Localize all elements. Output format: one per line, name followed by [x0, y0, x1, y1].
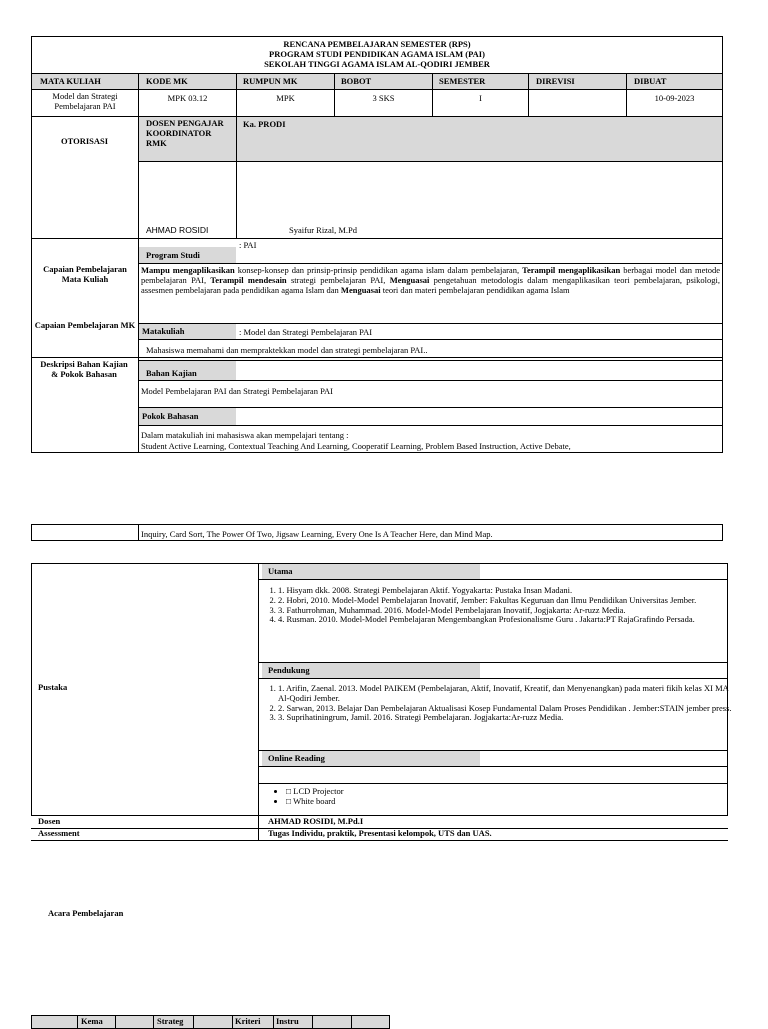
- matakuliah-value: : Model dan Strategi Pembelajaran PAI: [239, 327, 373, 337]
- bahan-kajian-text: Model Pembelajaran PAI dan Strategi Pembelajaran PAI: [141, 386, 333, 396]
- title-line-1: RENCANA PEMBELAJARAN SEMESTER (RPS): [283, 39, 471, 49]
- col-header-bobot: BOBOT: [341, 76, 372, 86]
- list-item: 2. 2. Hobri, 2010. Model-Model Pembelajaran Inovatif, Jember: Fakultas Keguruan dan Ilmu Pendidikan Universitas Jember.: [278, 596, 738, 606]
- program-studi-label: Program Studi: [146, 250, 200, 260]
- value-mata-kuliah: Model dan Strategi Pembelajaran PAI: [52, 91, 118, 111]
- otorisasi-label: OTORISASI: [60, 136, 109, 146]
- cpl-text-run: Terampil mengaplikasikan: [522, 265, 621, 275]
- title-line-3: SEKOLAH TINGGI AGAMA ISLAM AL-QODIRI JEMBER: [264, 58, 490, 69]
- cpl-text-run: konsep-konsep dan prinsip-prinsip pendidikan agama islam dalam pembelajaran,: [234, 265, 523, 275]
- list-item: 1. 1. Hisyam dkk. 2008. Strategi Pembelajaran Aktif. Yogyakarta: Pustaka Insan Madani.: [278, 586, 738, 596]
- pendukung-label: Pendukung: [268, 665, 310, 675]
- pokok-bahasan-continued: Inquiry, Card Sort, The Power Of Two, Jigsaw Learning, Every One Is A Teacher Here, dan Mind Map.: [141, 529, 493, 539]
- assessment-value: Tugas Individu, praktik, Presentasi kelompok, UTS dan UAS.: [268, 828, 492, 838]
- utama-label-cell: [262, 564, 480, 579]
- info-header-row: [32, 74, 722, 89]
- bottom-header-instru: Instru: [276, 1016, 299, 1026]
- cpl-text-run: strategi pembelajaran PAI,: [286, 274, 390, 285]
- cpl-text-run: Mampu mengaplikasikan: [141, 265, 235, 275]
- dosen-label: Dosen: [38, 816, 61, 826]
- col-header-mata-kuliah: MATA KULIAH: [40, 76, 101, 86]
- pustaka-label: Pustaka: [38, 682, 68, 692]
- pokok-bahasan-line-1: Dalam matakuliah ini mahasiswa akan mempelajari tentang :: [141, 430, 349, 440]
- otorisasi-dosen-header: DOSEN PENGAJAR KOORDINATOR RMK: [146, 118, 224, 148]
- pendukung-list: [262, 684, 738, 723]
- list-item: 3. 3. Suprihatiningrum, Jamil. 2016. Strategi Pembelajaran. Jogjakarta:Ar-ruzz Media.: [278, 713, 738, 723]
- cpl-text: [141, 266, 720, 295]
- col-header-rumpun-mk: RUMPUN MK: [243, 76, 298, 86]
- list-item: 2. 2. Sarwan, 2013. Belajar Dan Pembelajaran Aktualisasi Kosep Fundamental Dalam Proses Pendidikan . Jember:STAIN jember press.: [278, 704, 738, 714]
- dosen-value: AHMAD ROSIDI, M.Pd.I: [268, 816, 364, 826]
- value-rumpun-mk: MPK: [276, 93, 295, 103]
- list-item: 1. 1. Arifin, Zaenal. 2013. Model PAIKEM (Pembelajaran, Aktif, Inovatif, Kreatif, dan Menyenangkan) pada materi fikih kelas XI MA Al-Qodiri Jember.: [278, 684, 738, 704]
- cpmk-text: Mahasiswa memahami dan mempraktekkan model dan strategi pembelajaran PAI..: [146, 345, 428, 355]
- matakuliah-label: Matakuliah: [142, 326, 185, 336]
- program-studi-value: : PAI: [239, 240, 257, 250]
- otorisasi-kaprodi-name: Syaifur Rizal, M.Pd: [289, 225, 357, 235]
- acara-title: Acara Pembelajaran: [48, 908, 124, 918]
- otorisasi-dosen-name: AHMAD ROSIDI: [146, 225, 209, 235]
- list-item: 4. 4. Rusman. 2010. Model-Model Pembelajaran Mengembangkan Profesionalisme Guru . Jakarta:PT RajaGrafindo Persada.: [278, 615, 738, 625]
- list-item: • □ White board: [286, 797, 344, 807]
- bahan-kajian-label: Bahan Kajian: [146, 368, 197, 378]
- list-item: 3. 3. Fathurrohman, Muhammad. 2016. Model-Model Pembelajaran Inovatif, Jogjakarta: Ar-ruzz Media.: [278, 606, 738, 616]
- title-line-2: PROGRAM STUDI PENDIDIKAN AGAMA ISLAM (PAI): [269, 48, 485, 59]
- bottom-header-strateg: Strateg: [157, 1016, 184, 1026]
- pokok-bahasan-label: Pokok Bahasan: [142, 411, 199, 421]
- col-header-dibuat: DIBUAT: [634, 76, 667, 86]
- cpl-text-run: Terampil mendesain: [210, 274, 287, 285]
- value-kode-mk: MPK 03.12: [167, 93, 208, 103]
- value-semester: I: [479, 93, 482, 103]
- media-list: [270, 787, 344, 807]
- value-dibuat: 10-09-2023: [654, 93, 695, 103]
- pokok-bahasan-line-2: Student Active Learning, Contextual Teaching And Learning, Cooperatif Learning, Problem Based Instruction, Active Debate,: [141, 441, 571, 451]
- assessment-label: Assessment: [38, 828, 80, 838]
- list-item: • □ LCD Projector: [286, 787, 344, 797]
- bottom-header-kriteri: Kriteri: [235, 1016, 261, 1026]
- deskripsi-label: Deskripsi Bahan Kajian & Pokok Bahasan: [40, 359, 128, 379]
- cpl-text-run: teori dan materi pembelajaran pendidikan agama Islam: [380, 284, 570, 295]
- otorisasi-kaprodi-header-cell: [237, 117, 722, 161]
- cpl-text-run: Menguasai: [389, 274, 430, 285]
- value-bobot: 3 SKS: [372, 93, 395, 103]
- cpl-text-run: Menguasai: [340, 284, 381, 295]
- col-header-kode-mk: KODE MK: [146, 76, 188, 86]
- otorisasi-kaprodi-header: Ka. PRODI: [243, 119, 286, 129]
- cpmk-label: Capaian Pembelajaran MK: [34, 320, 136, 330]
- rps-title: [31, 40, 723, 69]
- cpl-text-run: berbagai model dan metode pembelajaran PAI,: [141, 265, 720, 285]
- col-header-direvisi: DIREVISI: [536, 76, 575, 86]
- online-reading-label: Online Reading: [268, 753, 325, 763]
- cpl-text-run: pengetahuan metodologis dalam mengaplikasikan teori pembelajaran, psikologi, assesmen pembelajaran pada pendidikan agama Islam dan: [141, 274, 721, 295]
- utama-list: [262, 586, 738, 625]
- bottom-header-kema: Kema: [81, 1016, 103, 1026]
- utama-label: Utama: [268, 566, 293, 576]
- cpl-label: Capaian Pembelajaran Mata Kuliah: [43, 264, 127, 284]
- col-header-semester: SEMESTER: [439, 76, 486, 86]
